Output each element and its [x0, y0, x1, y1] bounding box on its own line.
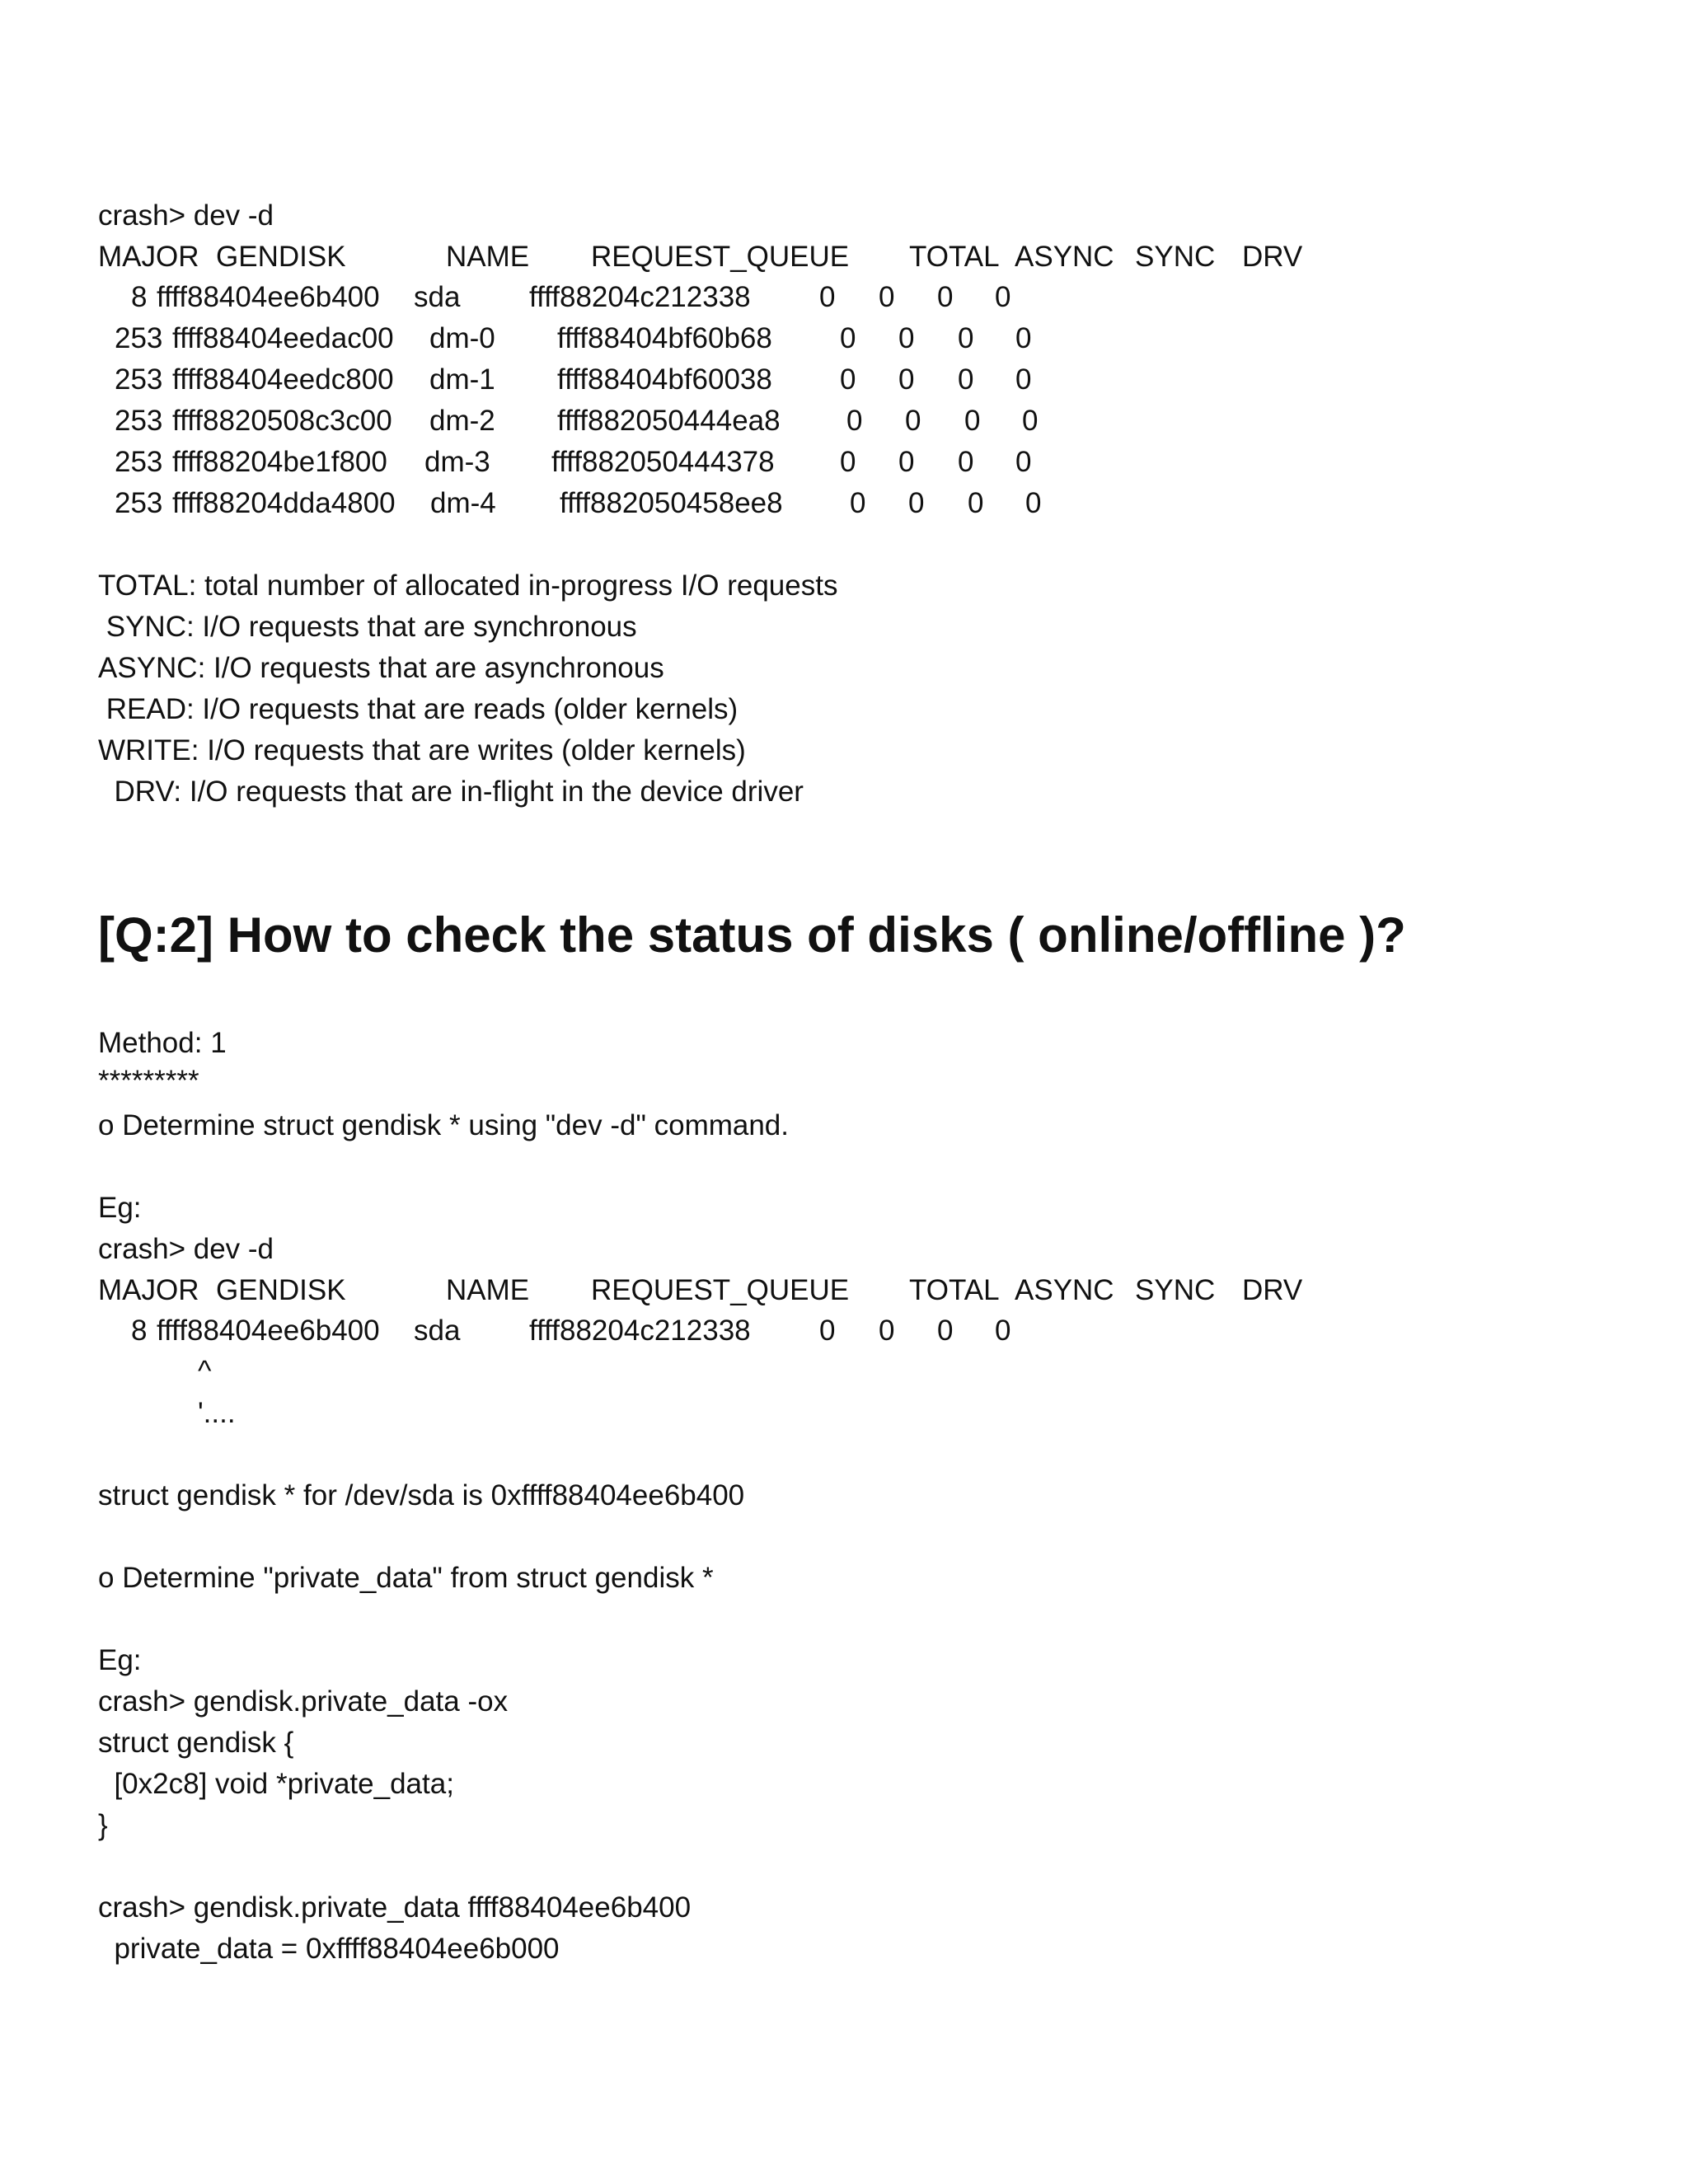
cell-request-queue: ffff88204c212338 [529, 1315, 751, 1347]
cell-drv: 0 [995, 1315, 1011, 1347]
col-gendisk: GENDISK [216, 241, 346, 273]
step-1: o Determine struct gendisk * using "dev -d" command. [98, 1109, 790, 1141]
cell-drv: 0 [1015, 363, 1032, 396]
cell-request-queue: ffff88204c212338 [529, 281, 751, 313]
gendisk-result: struct gendisk * for /dev/sda is 0xffff88404ee6b400 [98, 1479, 745, 1511]
cell-gendisk: ffff88404ee6b400 [157, 1315, 380, 1347]
cell-request-queue: ffff882050444ea8 [557, 405, 781, 437]
method-label: Method: 1 [98, 1027, 227, 1059]
command-prompt: crash> dev -d [98, 1233, 274, 1265]
col-total: TOTAL [909, 241, 1000, 273]
pointer-tick: '.... [198, 1397, 236, 1429]
col-sync: SYNC [1135, 241, 1216, 273]
cell-major: 8 [131, 1315, 148, 1347]
cell-async: 0 [898, 363, 915, 396]
stars-divider: ********* [98, 1065, 199, 1097]
example-label: Eg: [98, 1644, 142, 1676]
command-prompt: crash> dev -d [98, 199, 274, 232]
cell-total: 0 [819, 1315, 836, 1347]
cell-total: 0 [840, 322, 856, 354]
col-name: NAME [446, 241, 530, 273]
code-line: } [98, 1809, 108, 1841]
cell-major: 253 [115, 363, 163, 396]
col-async: ASYNC [1015, 241, 1114, 273]
cell-sync: 0 [958, 363, 974, 396]
cell-major: 253 [115, 487, 163, 519]
col-request-queue: REQUEST_QUEUE [591, 1274, 850, 1306]
cell-major: 253 [115, 322, 163, 354]
cell-drv: 0 [1025, 487, 1042, 519]
cell-sync: 0 [937, 281, 954, 313]
cell-drv: 0 [995, 281, 1011, 313]
cell-gendisk: ffff88404ee6b400 [157, 281, 380, 313]
legend-line: READ: I/O requests that are reads (older kernels) [98, 693, 738, 725]
col-drv: DRV [1242, 241, 1303, 273]
cell-sync: 0 [958, 446, 974, 478]
cell-sync: 0 [964, 405, 981, 437]
cell-name: sda [414, 281, 461, 313]
col-request-queue: REQUEST_QUEUE [591, 241, 850, 273]
cell-request-queue: ffff882050458ee8 [560, 487, 783, 519]
cell-async: 0 [898, 446, 915, 478]
code-line: private_data = 0xffff88404ee6b000 [98, 1933, 560, 1965]
code-line: crash> gendisk.private_data -ox [98, 1685, 509, 1718]
col-total: TOTAL [909, 1274, 1000, 1306]
col-drv: DRV [1242, 1274, 1303, 1306]
cell-drv: 0 [1022, 405, 1039, 437]
cell-request-queue: ffff88404bf60038 [557, 363, 772, 396]
cell-gendisk: ffff88404eedc800 [172, 363, 394, 396]
cell-total: 0 [840, 446, 856, 478]
cell-async: 0 [908, 487, 925, 519]
cell-sync: 0 [958, 322, 974, 354]
cell-gendisk: ffff88404eedac00 [172, 322, 394, 354]
cell-gendisk: ffff88204dda4800 [172, 487, 396, 519]
cell-major: 8 [131, 281, 148, 313]
col-major: MAJOR [98, 1274, 199, 1306]
cell-name: dm-1 [429, 363, 495, 396]
col-sync: SYNC [1135, 1274, 1216, 1306]
cell-drv: 0 [1015, 446, 1032, 478]
cell-total: 0 [819, 281, 836, 313]
legend-line: ASYNC: I/O requests that are asynchronous [98, 652, 664, 684]
cell-major: 253 [115, 405, 163, 437]
cell-drv: 0 [1015, 322, 1032, 354]
col-async: ASYNC [1015, 1274, 1114, 1306]
cell-async: 0 [898, 322, 915, 354]
cell-gendisk: ffff88204be1f800 [172, 446, 387, 478]
caret-pointer: ^ [198, 1355, 212, 1387]
cell-async: 0 [905, 405, 921, 437]
cell-sync: 0 [937, 1315, 954, 1347]
cell-total: 0 [850, 487, 866, 519]
cell-name: dm-0 [429, 322, 495, 354]
cell-total: 0 [846, 405, 863, 437]
cell-total: 0 [840, 363, 856, 396]
cell-gendisk: ffff8820508c3c00 [172, 405, 392, 437]
code-line: [0x2c8] void *private_data; [98, 1768, 454, 1800]
cell-sync: 0 [968, 487, 984, 519]
cell-name: dm-4 [430, 487, 496, 519]
cell-major: 253 [115, 446, 163, 478]
example-label: Eg: [98, 1192, 142, 1224]
cell-name: dm-3 [424, 446, 490, 478]
legend-line: DRV: I/O requests that are in-flight in the device driver [98, 776, 804, 808]
legend-line: TOTAL: total number of allocated in-progress I/O requests [98, 569, 838, 602]
col-major: MAJOR [98, 241, 199, 273]
cell-request-queue: ffff88404bf60b68 [557, 322, 772, 354]
col-gendisk: GENDISK [216, 1274, 346, 1306]
legend-line: SYNC: I/O requests that are synchronous [98, 611, 637, 643]
step-2: o Determine "private_data" from struct gendisk * [98, 1562, 714, 1594]
col-name: NAME [446, 1274, 530, 1306]
code-line: crash> gendisk.private_data ffff88404ee6b400 [98, 1891, 692, 1924]
cell-async: 0 [879, 281, 895, 313]
cell-async: 0 [879, 1315, 895, 1347]
code-line: struct gendisk { [98, 1727, 294, 1759]
legend-line: WRITE: I/O requests that are writes (older kernels) [98, 734, 746, 766]
section-heading: [Q:2] How to check the status of disks ( online/offline )? [98, 907, 1406, 963]
cell-name: dm-2 [429, 405, 495, 437]
cell-name: sda [414, 1315, 461, 1347]
cell-request-queue: ffff882050444378 [551, 446, 775, 478]
